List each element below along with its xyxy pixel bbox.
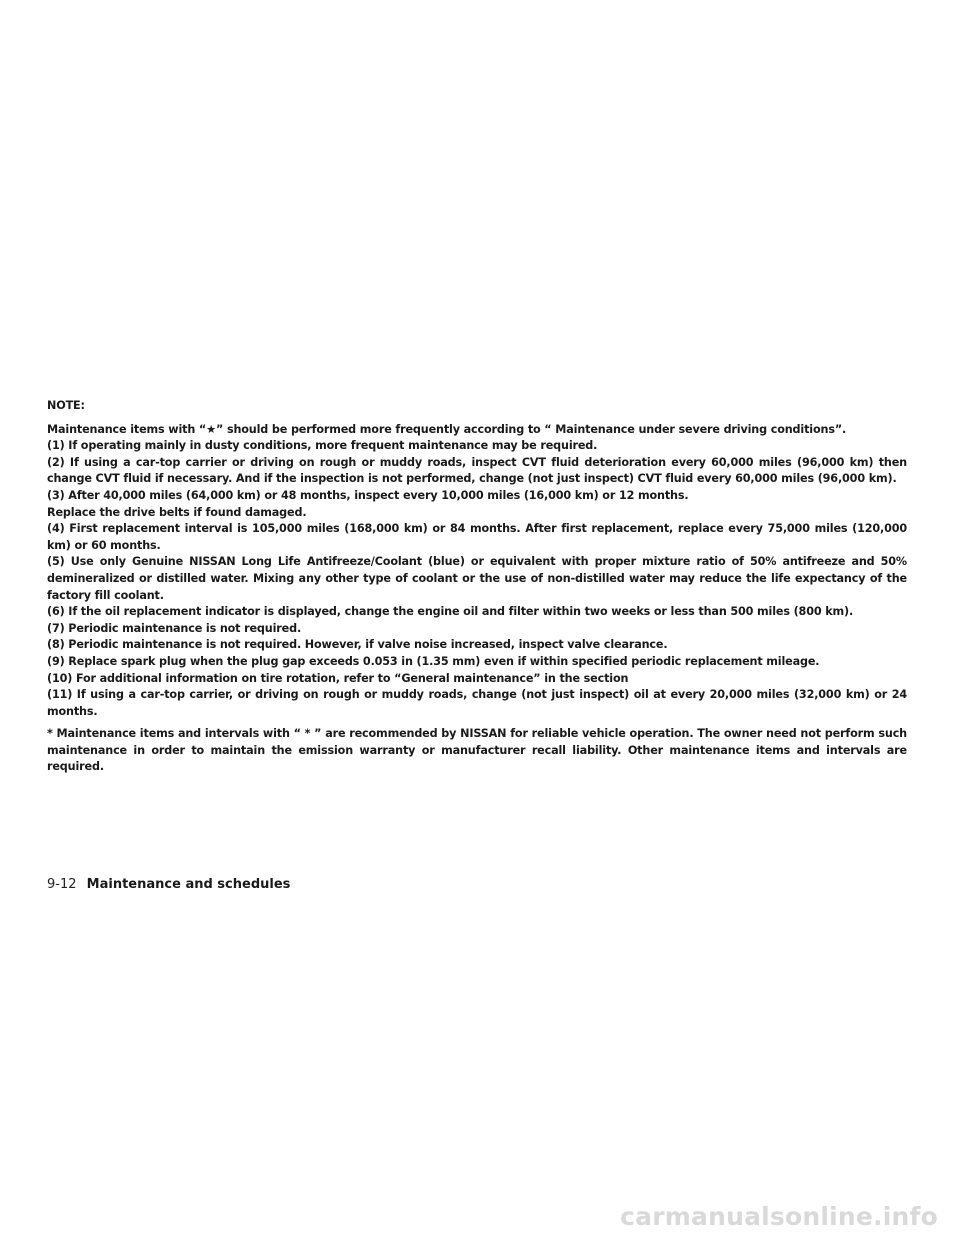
page-footer — [47, 876, 290, 894]
note-item-4: (4) First replacement interval is 105,000 miles (168,000 km) or 84 months. After first replacement, replace every 75,000 miles (120,000 km) or 60 months. — [47, 522, 907, 552]
note-item-5: (5) Use only Genuine NISSAN Long Life Antifreeze/Coolant (blue) or equivalent with proper mixture ratio of 50% antifreeze and 50% demineralized or distilled water. Mixing any other type of coolant or the use of non-distilled water may reduce the life expectancy of the factory fill coolant. — [47, 555, 907, 602]
note-item-11: (11) If using a car-top carrier, or driving on rough or muddy roads, change (not just inspect) oil at every 20,000 miles (32,000 km) or 24 months. — [47, 688, 907, 718]
watermark: carmanualsonline.info — [620, 1202, 938, 1231]
note-item-9: (9) Replace spark plug when the plug gap exceeds 0.053 in (1.35 mm) even if within specified periodic replacement mileage. — [47, 654, 820, 668]
note-item-10: (10) For additional information on tire rotation, refer to “General maintenance” in the section — [47, 671, 629, 685]
note-item-1: (1) If operating mainly in dusty conditions, more frequent maintenance may be required. — [47, 439, 598, 453]
note-intro: Maintenance items with “★” should be performed more frequently according to “ Maintenance under severe driving conditions”. — [47, 422, 847, 436]
note-footnote: * Maintenance items and intervals with “ * ” are recommended by NISSAN for reliable vehicle operation. The owner need not perform such maintenance in order to maintain the emission warranty or manufacturer recall liability. Other maintenance items and intervals are required. — [47, 727, 907, 774]
page-number: 9-12 — [47, 877, 77, 892]
note-item-3: (3) After 40,000 miles (64,000 km) or 48 months, inspect every 10,000 miles (16,000 km) or 12 months. — [47, 488, 689, 502]
note-heading: NOTE: — [47, 399, 85, 412]
note-item-6: (6) If the oil replacement indicator is displayed, change the engine oil and filter within two weeks or less than 500 miles (800 km). — [47, 605, 854, 619]
note-item-2: (2) If using a car-top carrier or driving on rough or muddy roads, inspect CVT fluid deterioration every 60,000 miles (96,000 km) then change CVT fluid if necessary. And if the inspection is not performed, change (not just inspect) CVT fluid every 60,000 miles (96,000 km). — [47, 455, 907, 486]
maintenance-notes — [47, 398, 907, 776]
note-item-7: (7) Periodic maintenance is not required. — [47, 621, 302, 635]
note-item-8: (8) Periodic maintenance is not required. However, if valve noise increased, inspect valve clearance. — [47, 638, 668, 652]
section-title: Maintenance and schedules — [86, 877, 291, 892]
note-item-3-continued: Replace the drive belts if found damaged. — [47, 505, 307, 519]
